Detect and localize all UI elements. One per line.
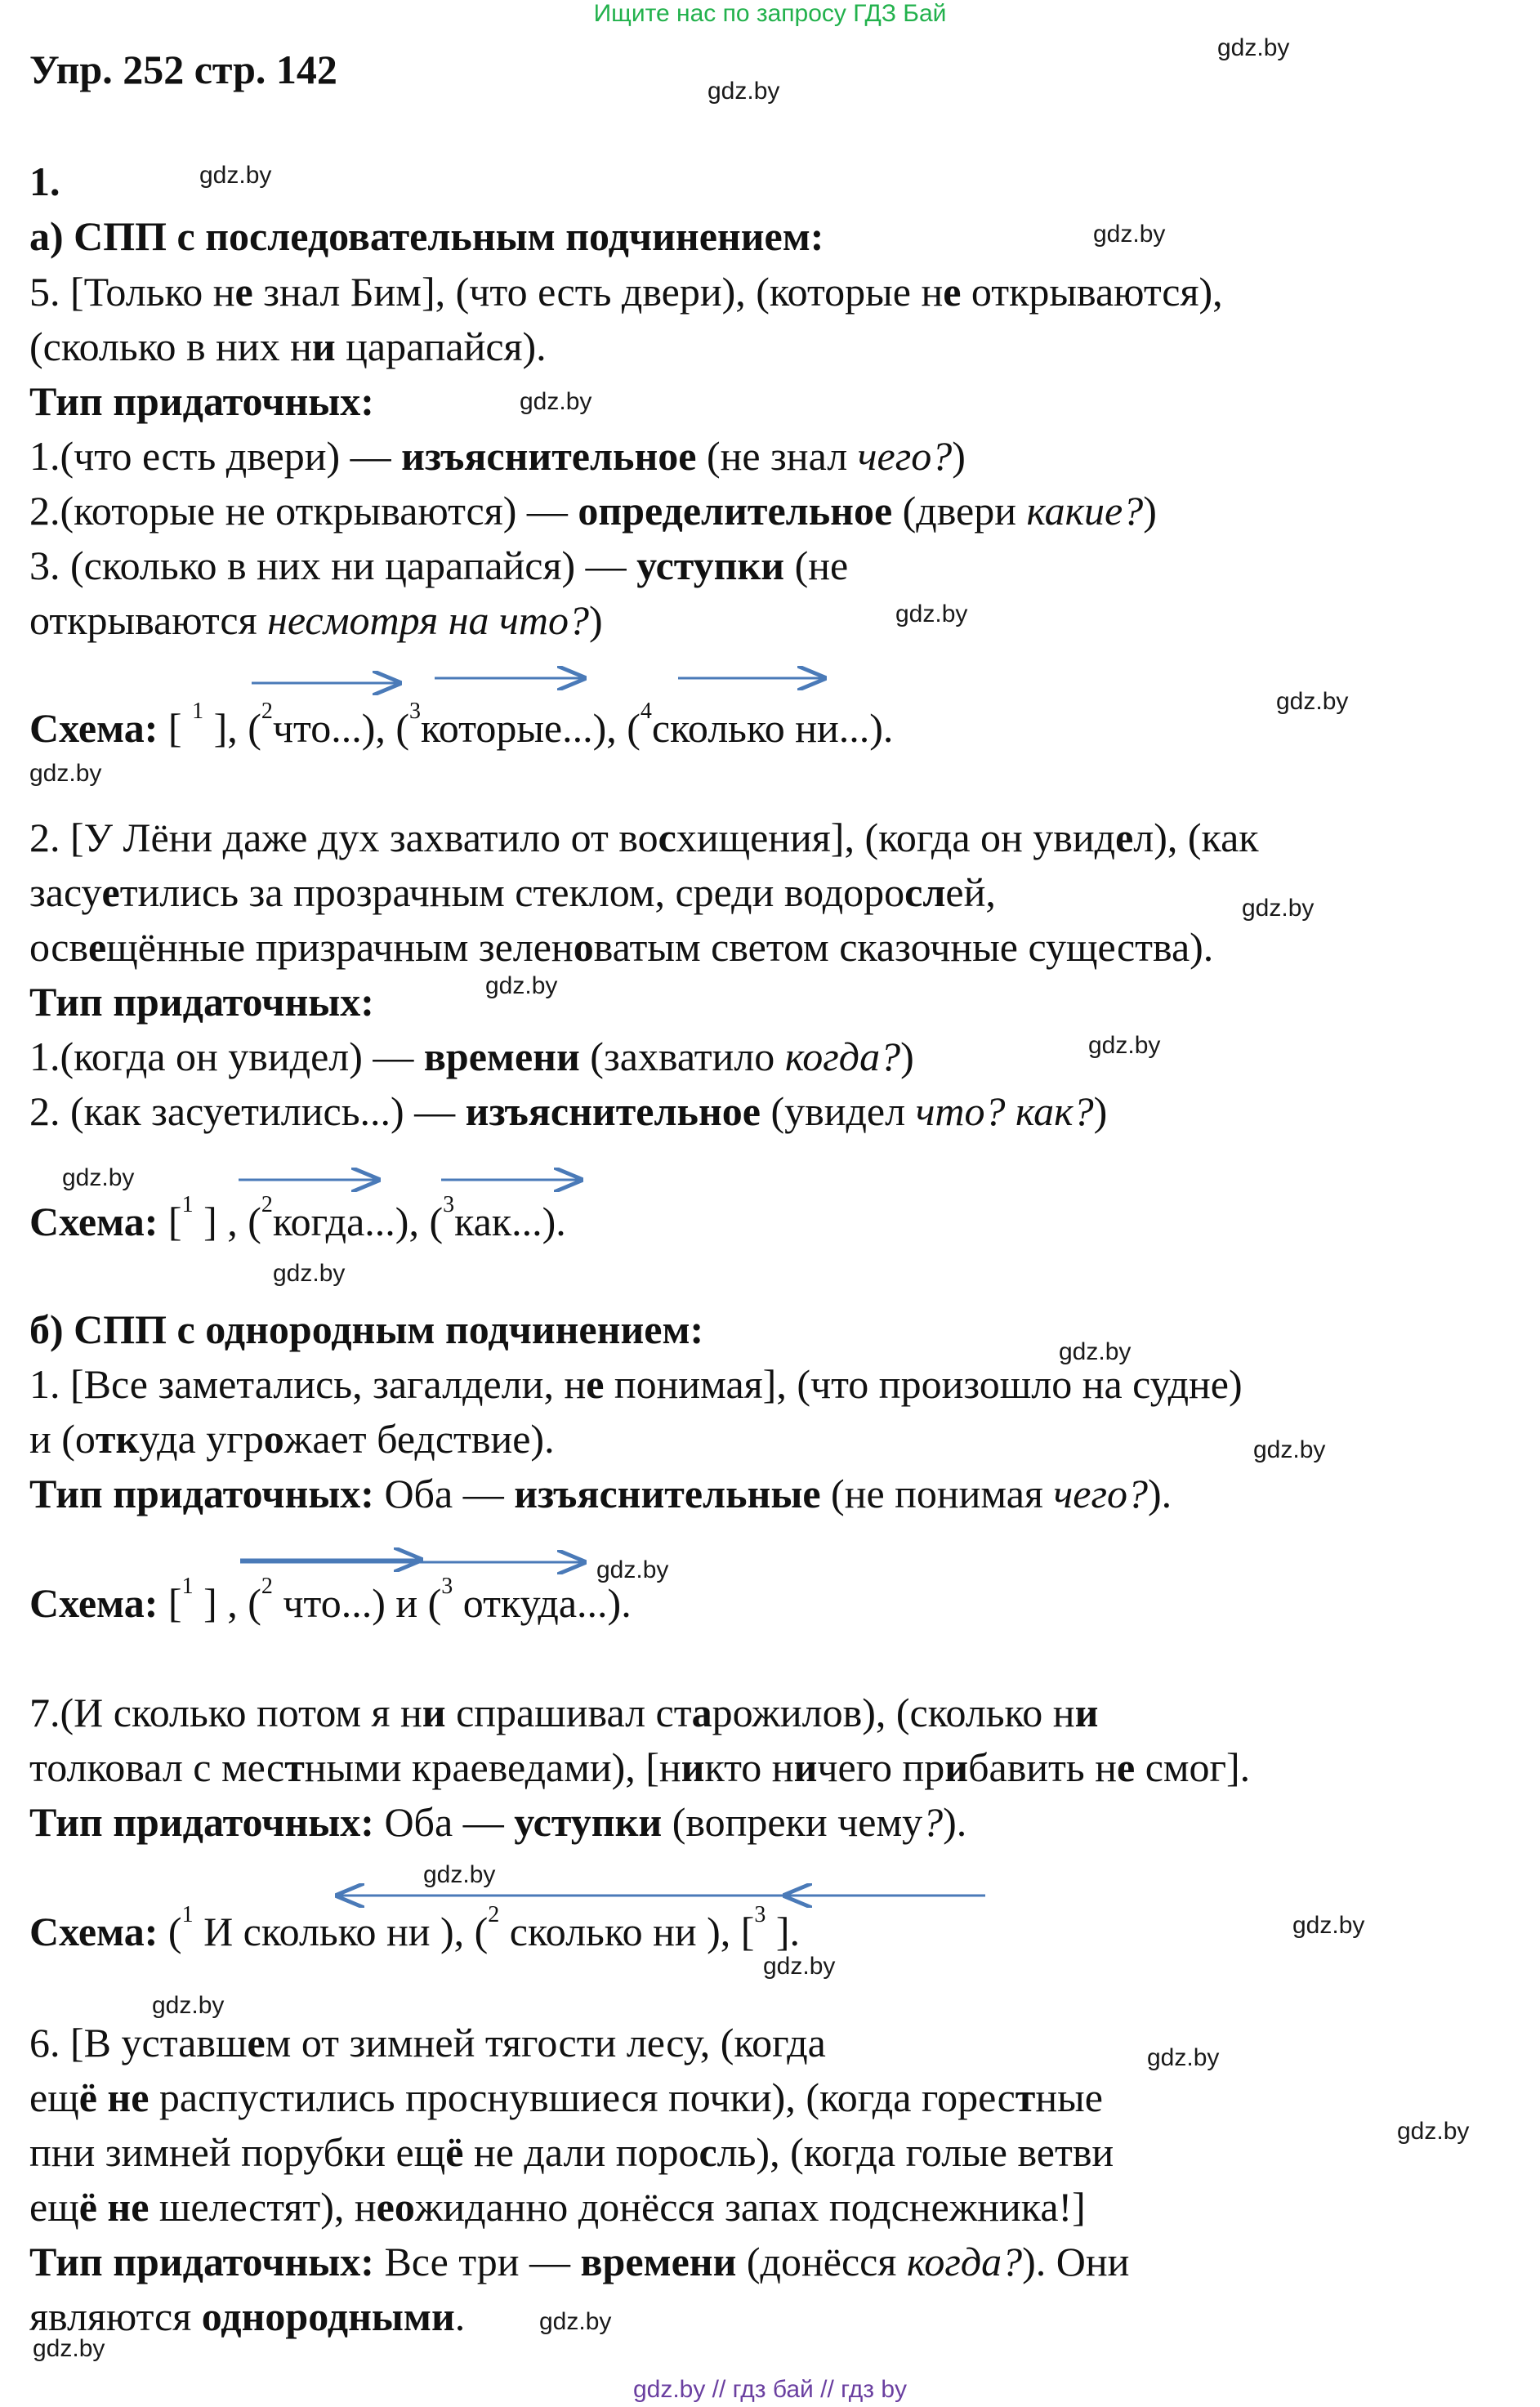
s5-type-3: 3. (сколько в них ни царапайся) — уступки (не [29, 543, 849, 588]
section-b-heading: б) СПП с однородным подчинением: [29, 1306, 704, 1352]
s7-line-1: 7.(И сколько потом я ни спрашивал старожилов), (сколько ни [29, 1690, 1099, 1735]
s1-scheme: Схема: [$^1$ ] , ($^2$ что...) и ($^3$ откуда...). [29, 1574, 632, 1626]
s6-line-3: пни зимней порубки ещё не дали поросль), (когда голые ветви [29, 2129, 1114, 2175]
watermark[interactable]: gdz.by [520, 388, 592, 415]
s6-line-2: ещё не распустились проснувшиеся почки), (когда горестные [29, 2074, 1103, 2120]
s2-scheme: Схема: [$^1$ ] , ($^2$когда...), ($^3$как...). [29, 1192, 566, 1244]
footer-links[interactable]: gdz.by // гдз бай // гдз by [632, 2376, 908, 2403]
s2-type-2: 2. (как засуетились...) — изъяснительное (увидел что? как?) [29, 1088, 1108, 1134]
watermark[interactable]: gdz.by [895, 601, 968, 627]
s1-type: Тип придаточных: Оба — изъяснительные (не понимая чего?). [29, 1471, 1172, 1516]
watermark[interactable]: gdz.by [29, 760, 102, 787]
watermark[interactable]: gdz.by [199, 162, 272, 189]
s2-line-3: освещённые призрачным зеленоватым светом сказочные существа). [29, 924, 1214, 970]
watermark[interactable]: gdz.by [1242, 895, 1315, 922]
section-a-heading: а) СПП с последовательным подчинением: [29, 213, 824, 259]
s2-type-heading: Тип придаточных: [29, 979, 374, 1025]
s5-type-2: 2.(которые не открываются) — определительное (двери какие?) [29, 488, 1157, 534]
s2-type-1: 1.(когда он увидел) — времени (захватило когда?) [29, 1034, 914, 1079]
page-title: Упр. 252 стр. 142 [29, 47, 337, 92]
watermark[interactable]: gdz.by [1059, 1338, 1132, 1365]
watermark[interactable]: gdz.by [1217, 34, 1290, 61]
s2-line-2: засуетились за прозрачным стеклом, среди водорослей, [29, 869, 996, 915]
watermark[interactable]: gdz.by [423, 1861, 496, 1888]
watermark[interactable]: gdz.by [152, 1992, 225, 2019]
watermark[interactable]: gdz.by [1253, 1436, 1326, 1463]
watermark[interactable]: gdz.by [485, 972, 558, 999]
s1-line-2: и (откуда угрожает бедствие). [29, 1416, 555, 1462]
watermark[interactable]: gdz.by [539, 2308, 612, 2335]
s5-type-heading: Тип придаточных: [29, 378, 374, 424]
s5-type-1: 1.(что есть двери) — изъяснительное (не знал чего?) [29, 433, 966, 479]
s2-line-1: 2. [У Лёни даже дух захватило от восхищения], (когда он увидел), (как [29, 815, 1259, 860]
s7-type: Тип придаточных: Оба — уступки (вопреки чему?). [29, 1799, 967, 1845]
s7-line-2: толковал с местными краеведами), [никто ничего прибавить не смог]. [29, 1744, 1251, 1790]
item-number: 1. [29, 159, 60, 204]
watermark[interactable]: gdz.by [1397, 2118, 1470, 2145]
site-banner[interactable]: Ищите нас по запросу ГДЗ Бай [593, 0, 947, 27]
s7-scheme: Схема: ($^1$ И сколько ни ), ($^2$ сколько ни ), [$^3$ ]. [29, 1902, 801, 1954]
s5-line-2: (сколько в них ни царапайся). [29, 324, 547, 369]
s5-scheme: Схема: [ $^1$ ], ($^2$что...), ($^3$которые...), ($^4$сколько ни...). [29, 699, 894, 751]
s6-line-1: 6. [В уставшем от зимней тягости лесу, (когда [29, 2020, 826, 2065]
watermark[interactable]: gdz.by [596, 1556, 669, 1583]
watermark[interactable]: gdz.by [1147, 2044, 1220, 2071]
s6-line-4: ещё не шелестят), неожиданно донёсся запах подснежника!] [29, 2184, 1086, 2230]
watermark[interactable]: gdz.by [33, 2335, 105, 2362]
watermark[interactable]: gdz.by [1093, 221, 1166, 248]
s5-line-1: 5. [Только не знал Бим], (что есть двери), (которые не открываются), [29, 269, 1223, 315]
watermark[interactable]: gdz.by [273, 1260, 346, 1287]
watermark[interactable]: gdz.by [1292, 1912, 1365, 1939]
watermark[interactable]: gdz.by [1276, 688, 1349, 715]
s6-type-cont: являются однородными. [29, 2293, 466, 2339]
watermark[interactable]: gdz.by [708, 78, 780, 105]
s5-type-3-cont: открываются несмотря на что?) [29, 597, 603, 643]
s1-line-1: 1. [Все заметались, загалдели, не понимая], (что произошло на судне) [29, 1361, 1243, 1407]
watermark[interactable]: gdz.by [62, 1164, 135, 1191]
s6-type: Тип придаточных: Все три — времени (донёсся когда?). Они [29, 2239, 1130, 2284]
watermark[interactable]: gdz.by [763, 1953, 836, 1980]
watermark[interactable]: gdz.by [1088, 1032, 1161, 1059]
